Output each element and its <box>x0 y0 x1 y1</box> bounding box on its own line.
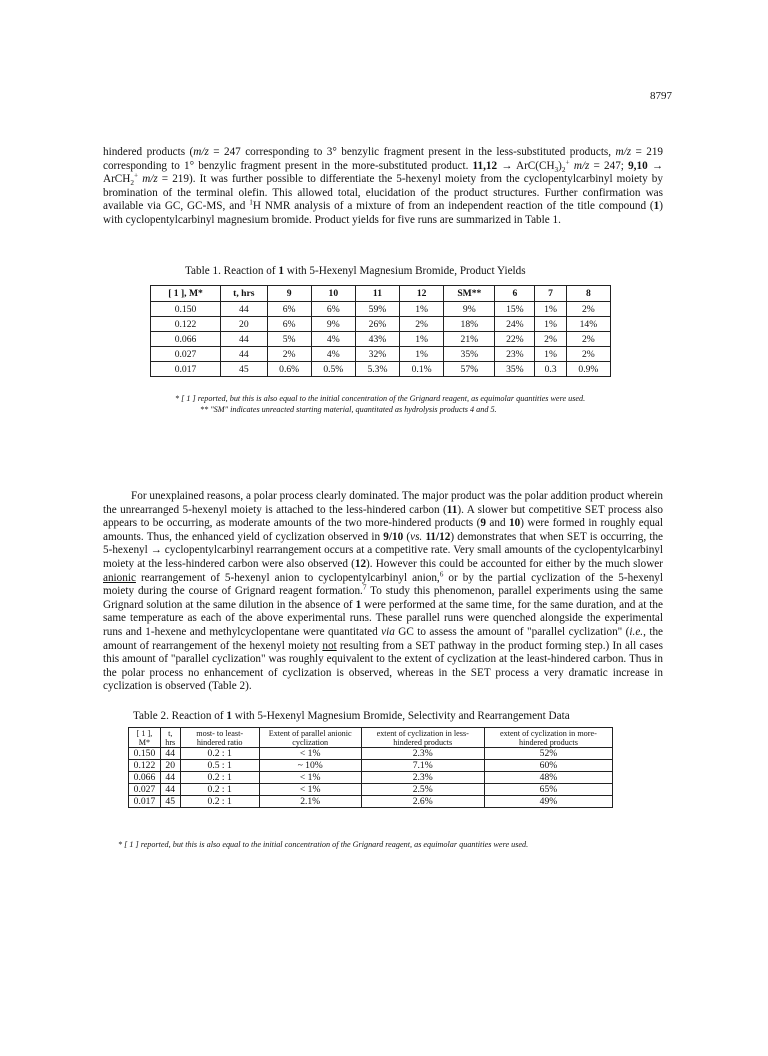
table-cell: 0.2 : 1 <box>180 772 259 784</box>
text-segment: 3 <box>554 165 559 174</box>
table-cell: 0.122 <box>151 317 221 332</box>
table-cell: 0.066 <box>129 772 161 784</box>
table-cell: 48% <box>484 772 612 784</box>
table-cell: 0.027 <box>129 784 161 796</box>
table-cell: 6% <box>267 302 311 317</box>
column-header: [ 1 ], M* <box>151 286 221 302</box>
table-cell: 0.5% <box>311 362 355 377</box>
table-cell: 2% <box>267 347 311 362</box>
text-segment: → ArCH <box>103 159 664 186</box>
table-row <box>151 332 611 347</box>
table-row <box>151 362 611 377</box>
table-cell: 49% <box>484 796 612 808</box>
table-1-footnote-1: * [ 1 ] reported, but this is also equal to the initial concentration of the Grignard reagent, as equimolar quantities were used. <box>175 394 586 403</box>
text-segment: 12 <box>354 557 367 570</box>
text-segment: i.e. <box>629 625 644 638</box>
text-segment: → ArC(CH <box>497 159 555 172</box>
table-cell: 20 <box>221 317 268 332</box>
text-segment: + <box>134 171 139 180</box>
table-1-caption: Table 1. Reaction of 1 with 5-Hexenyl Magnesium Bromide, Product Yields <box>185 265 526 277</box>
text-segment: = 247; <box>589 159 629 172</box>
text-segment: and <box>485 517 510 530</box>
column-header: most- to least-hindered ratio <box>180 728 259 748</box>
table-cell: 0.150 <box>129 748 161 760</box>
table-cell: 21% <box>444 332 495 347</box>
body-paragraph-2 <box>103 490 663 694</box>
table-2-footnote: * [ 1 ] reported, but this is also equal to the initial concentration of the Grignard reagent, as equimolar quantities were used. <box>118 840 529 849</box>
text-segment: 1 <box>653 200 660 213</box>
column-header: 10 <box>311 286 355 302</box>
column-header: 12 <box>400 286 444 302</box>
table-cell: 26% <box>355 317 399 332</box>
table-cell: 32% <box>355 347 399 362</box>
table-cell: 0.5 : 1 <box>180 760 259 772</box>
table-cell: 52% <box>484 748 612 760</box>
table-cell: 20 <box>160 760 180 772</box>
table-cell: 2% <box>535 332 566 347</box>
column-header: 7 <box>535 286 566 302</box>
text-segment: + <box>565 157 570 166</box>
column-header: SM** <box>444 286 495 302</box>
table-cell: 24% <box>495 317 535 332</box>
table-cell: 4% <box>311 332 355 347</box>
table-cell: 0.9% <box>566 362 610 377</box>
table-cell: 0.6% <box>267 362 311 377</box>
table-cell: 44 <box>221 302 268 317</box>
text-segment: 2 <box>130 179 134 188</box>
text-segment: vs. <box>410 530 423 543</box>
table-cell: 1% <box>400 332 444 347</box>
table-cell: < 1% <box>259 748 361 760</box>
table-row <box>151 347 611 362</box>
table-cell: 35% <box>444 347 495 362</box>
table-cell: 1% <box>535 302 566 317</box>
column-header: t, hrs <box>160 728 180 748</box>
text-segment: ) demonstrates that when SET is occurring, the 5-hexenyl → cyclopentylcarbinyl rearrangement occurs at a competitive rate. Very small amounts of the cyclopentylcarbinyl moiety at the less-hindered carbon were also observed ( <box>103 530 664 570</box>
column-header: 6 <box>495 286 535 302</box>
text-segment: 6 <box>439 569 444 578</box>
text-segment: = 219 corresponding to 1° benzylic fragment present in the more-substituted product. <box>103 146 664 172</box>
table-cell: 0.2 : 1 <box>180 748 259 760</box>
text-segment: 11,12 <box>472 159 498 172</box>
table-cell: 0.066 <box>151 332 221 347</box>
column-header: extent of cyclization in less-hindered products <box>361 728 484 748</box>
table-row <box>129 796 613 808</box>
table-1-footnote-2: ** "SM" indicates unreacted starting material, quantitated as hydrolysis products 4 and 5. <box>200 405 497 414</box>
table-cell: ~ 10% <box>259 760 361 772</box>
table-cell: 0.2 : 1 <box>180 784 259 796</box>
table-cell: 0.122 <box>129 760 161 772</box>
column-header: 9 <box>267 286 311 302</box>
table-cell: 1% <box>535 347 566 362</box>
table-cell: 2% <box>400 317 444 332</box>
table-1 <box>150 285 611 377</box>
text-segment: resulting from a SET pathway in the product forming step.) In all cases this amount of "parallel cyclization" was roughly equivalent to the extent of cyclization at the least-hindered carbon. Thus in the polar process no enhancement of cyclization is observed, whereas in the SET process a very dramatic increase in cyclization is observed (Table 2). <box>103 639 663 693</box>
text-segment: via <box>381 625 395 638</box>
table-header-row <box>129 728 613 748</box>
text-segment: ) with cyclopentylcarbinyl magnesium bromide. Product yields for five runs are summarized in Table 1. <box>103 200 663 226</box>
text-segment: = 247 corresponding to 3° benzylic fragment present in the less-substituted products, <box>208 146 616 158</box>
text-segment: , the amount of rearrangement of the hexenyl moiety <box>103 625 663 652</box>
text-segment: H NMR analysis of a mixture of from an independent reaction of the title compound ( <box>252 200 654 213</box>
table-cell: 1% <box>400 302 444 317</box>
text-segment: or by the partial cyclization of the 5-hexenyl moiety during the course of Grignard reagent formation. <box>103 571 664 598</box>
table-cell: 5.3% <box>355 362 399 377</box>
text-segment: = 219). It was further possible to differentiate the 5-hexenyl moiety from the cyclopentylcarbinyl moiety by bromination of the terminal olefin. This allowed total, elucidation of the product structures. Further confirmation was available via GC, GC-MS, and <box>103 173 663 213</box>
table-cell: 2% <box>566 302 610 317</box>
table-row <box>151 302 611 317</box>
table-cell: 44 <box>160 772 180 784</box>
text-segment: 1 <box>249 198 253 207</box>
table-cell: 0.027 <box>151 347 221 362</box>
table-cell: 4% <box>311 347 355 362</box>
text-segment: 7 <box>362 583 367 592</box>
table-cell: 60% <box>484 760 612 772</box>
table-cell: 59% <box>355 302 399 317</box>
table-cell: 22% <box>495 332 535 347</box>
text-segment: GC to assess the amount of "parallel cyclization" ( <box>394 625 630 638</box>
table-cell: 44 <box>160 748 180 760</box>
column-header: Extent of parallel anionic cyclization <box>259 728 361 748</box>
table-row <box>151 317 611 332</box>
table-cell: 1% <box>400 347 444 362</box>
text-segment: ( <box>403 530 411 543</box>
table-cell: 43% <box>355 332 399 347</box>
text-segment: ). A slower but competitive SET process also appears to be occurring, as moderate amounts of the two more-hindered products ( <box>103 503 663 530</box>
text-segment: were performed at the same time, for the same duration, and at the same temperature as each of the above experimental runs. These parallel runs were quenched alongside the experimental runs and 1-hexene and methylcyclopentane were quantitated <box>103 598 663 638</box>
text-segment: To study this phenomenon, parallel experiments using the same Grignard solution at the same dilution in the absence of <box>103 585 663 611</box>
table-cell: 9% <box>311 317 355 332</box>
column-header: extent of cyclization in more- hindered products <box>484 728 612 748</box>
table-cell: 45 <box>221 362 268 377</box>
table-cell: 14% <box>566 317 610 332</box>
table-cell: 2.3% <box>361 748 484 760</box>
text-segment: 2 <box>561 165 566 174</box>
text-segment: rearrangement of 5-hexenyl anion to cyclopentylcarbinyl anion, <box>135 571 440 584</box>
text-segment: 11 <box>446 503 458 516</box>
table-cell: 0.017 <box>151 362 221 377</box>
column-header: t, hrs <box>221 286 268 302</box>
table-row <box>129 772 613 784</box>
table-cell: 57% <box>444 362 495 377</box>
column-header: 8 <box>566 286 610 302</box>
table-2 <box>128 727 613 808</box>
table-cell: 5% <box>267 332 311 347</box>
column-header: 11 <box>355 286 399 302</box>
page-number: 8797 <box>650 90 672 102</box>
table-row <box>129 748 613 760</box>
table-cell: 0.2 : 1 <box>180 796 259 808</box>
text-segment: 10 <box>509 517 521 530</box>
table-header-row <box>151 286 611 302</box>
text-segment: 9,10 <box>628 159 648 172</box>
text-segment: 9/10 <box>383 530 404 543</box>
table-cell: 6% <box>267 317 311 332</box>
text-segment: m/z <box>615 146 632 158</box>
table-cell: 1% <box>535 317 566 332</box>
table-cell: < 1% <box>259 784 361 796</box>
table-cell: 44 <box>160 784 180 796</box>
text-segment: m/z <box>142 173 158 186</box>
text-segment: not <box>322 639 337 652</box>
table-cell: 7.1% <box>361 760 484 772</box>
text-segment: 1 <box>355 598 362 611</box>
text-segment: 11/12 <box>425 530 451 543</box>
table-2-caption: Table 2. Reaction of 1 with 5-Hexenyl Magnesium Bromide, Selectivity and Rearrangement Data <box>133 710 570 722</box>
table-cell: 0.150 <box>151 302 221 317</box>
table-cell: 0.017 <box>129 796 161 808</box>
table-cell: 23% <box>495 347 535 362</box>
table-row <box>129 784 613 796</box>
text-segment: For unexplained reasons, a polar process clearly dominated. The major product was the polar addition product wherein the unrearranged 5-hexenyl moiety is attached to the less-hindered carbon ( <box>103 490 663 516</box>
table-cell: 44 <box>221 332 268 347</box>
table-cell: 2% <box>566 332 610 347</box>
text-segment: 9 <box>480 517 486 530</box>
table-cell: 65% <box>484 784 612 796</box>
table-cell: 2.1% <box>259 796 361 808</box>
table-cell: 15% <box>495 302 535 317</box>
table-cell: < 1% <box>259 772 361 784</box>
text-segment: m/z <box>193 146 209 158</box>
table-cell: 2.3% <box>361 772 484 784</box>
table-cell: 45 <box>160 796 180 808</box>
table-cell: 2% <box>566 347 610 362</box>
text-segment: ). However this could be accounted for either by the much slower <box>366 557 664 570</box>
table-cell: 6% <box>311 302 355 317</box>
text-segment: anionic <box>103 571 136 584</box>
text-segment: ) were formed in roughly equal amounts. Thus, the enhanced yield of cyclization observed in <box>103 517 664 543</box>
body-paragraph-1 <box>103 146 663 228</box>
table-cell: 44 <box>221 347 268 362</box>
text-segment: ) <box>558 159 562 172</box>
column-header: [ 1 ], M* <box>129 728 161 748</box>
table-cell: 0.1% <box>400 362 444 377</box>
table-row <box>129 760 613 772</box>
table-cell: 2.5% <box>361 784 484 796</box>
table-cell: 2.6% <box>361 796 484 808</box>
text-segment: m/z <box>573 159 590 172</box>
table-cell: 35% <box>495 362 535 377</box>
table-cell: 18% <box>444 317 495 332</box>
table-cell: 0.3 <box>535 362 566 377</box>
text-segment: hindered products ( <box>103 146 194 158</box>
table-cell: 9% <box>444 302 495 317</box>
